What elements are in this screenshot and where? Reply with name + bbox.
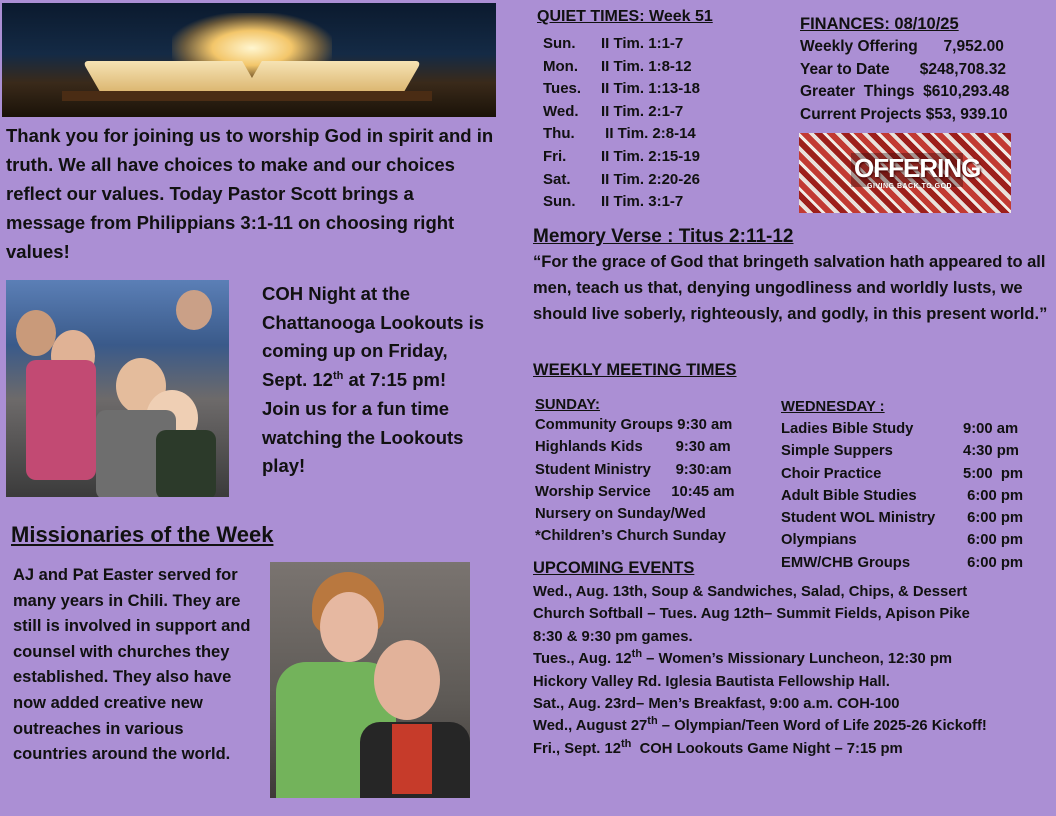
event-item: Church Softball – Tues. Aug 12th– Summit Fields, Apison Pike 8:30 & 9:30 pm games. bbox=[533, 606, 970, 645]
event-text-sup: th bbox=[631, 648, 643, 661]
event-text: – Olympian/Teen Word of Life 2025-26 Kickoff! bbox=[657, 718, 987, 735]
scripture-ref: II Tim. 1:8-12 bbox=[601, 57, 692, 75]
wednesday-row bbox=[781, 510, 1023, 532]
event-item bbox=[533, 738, 1003, 760]
finance-row: Greater Things $610,293.48 bbox=[800, 83, 1010, 101]
day-label: Fri. bbox=[543, 147, 567, 165]
event-text: Wed., August 27 bbox=[533, 718, 648, 735]
meeting-name: Olympians bbox=[781, 532, 857, 549]
day-label: Sun. bbox=[543, 193, 576, 211]
sunday-row: Highlands Kids 9:30 am bbox=[535, 439, 731, 456]
meeting-time: 6:00 pm bbox=[963, 554, 1024, 571]
event-text-sup: th bbox=[621, 737, 632, 750]
scripture-ref: II Tim. 2:1-7 bbox=[601, 102, 684, 120]
event-text: Tues., Aug. 12 bbox=[533, 651, 632, 668]
event-text-sup: th bbox=[647, 715, 658, 728]
event-text: Fri., Sept. 12 bbox=[533, 740, 621, 757]
wednesday-header: WEDNESDAY : bbox=[781, 399, 885, 415]
finances-list bbox=[800, 38, 1009, 128]
meeting-time: 9:00 am bbox=[963, 421, 1019, 437]
finance-row: Weekly Offering 7,952.00 bbox=[800, 38, 1004, 55]
quiet-times-row bbox=[543, 148, 700, 171]
missionary-couple-photo bbox=[270, 562, 470, 798]
welcome-message: Thank you for joining us to worship God in spirit and in truth. We all have choices to make and our choices reflect our values. Today Pastor Scott brings a message from Philippians 3:1-11 on choosing right values! bbox=[6, 125, 494, 262]
lookouts-stadium-photo bbox=[6, 280, 229, 497]
day-label: Tues. bbox=[543, 80, 582, 98]
wednesday-row bbox=[781, 532, 1023, 554]
meeting-name: EMW/CHB Groups bbox=[781, 554, 911, 571]
quiet-times-list bbox=[543, 35, 700, 216]
offering-graphic-title: OFFERING bbox=[854, 153, 981, 183]
day-label: Mon. bbox=[543, 57, 578, 75]
wednesday-schedule bbox=[781, 399, 1023, 577]
quiet-times-row bbox=[543, 103, 700, 126]
sunday-row: Community Groups 9:30 am bbox=[535, 417, 733, 433]
event-text: – Women’s Missionary Luncheon, 12:30 pm Hickory Valley Rd. Iglesia Bautista Fellowship Hall. bbox=[533, 651, 953, 690]
wednesday-row bbox=[781, 443, 1023, 465]
quiet-times-row bbox=[543, 58, 700, 81]
scripture-ref: II Tim. 2:15-19 bbox=[601, 147, 700, 165]
meeting-time: 6:00 pm bbox=[963, 510, 1024, 527]
quiet-times-row bbox=[543, 171, 700, 194]
meeting-name: Ladies Bible Study bbox=[781, 421, 914, 437]
open-bible-image bbox=[2, 3, 496, 117]
meeting-name: Simple Suppers bbox=[781, 443, 893, 460]
finance-row: Year to Date $248,708.32 bbox=[800, 60, 1006, 78]
sunday-schedule bbox=[535, 397, 735, 551]
lookouts-night-announcement bbox=[262, 280, 487, 481]
upcoming-events-heading: UPCOMING EVENTS bbox=[533, 559, 695, 577]
offering-graphic-subtitle: GIVING BACK TO GOD bbox=[867, 183, 953, 190]
day-label: Sun. bbox=[543, 35, 576, 52]
missionaries-text: AJ and Pat Easter served for many years in Chili. They are still is involved in support and counsel with churches they established. They also have now added creative new outreaches in various countries around the world. bbox=[13, 566, 251, 764]
lookouts-text-sup: th bbox=[332, 369, 344, 382]
sunday-header: SUNDAY: bbox=[535, 397, 600, 413]
sunday-row: Worship Service 10:45 am bbox=[535, 483, 735, 500]
meeting-time: 5:00 pm bbox=[963, 465, 1024, 482]
meeting-time: 6:00 pm bbox=[963, 532, 1024, 549]
lookouts-text-main: COH Night at the Chattanooga Lookouts is coming up on Friday, Sept. 12 bbox=[262, 283, 484, 391]
scripture-ref: II Tim. 3:1-7 bbox=[601, 193, 684, 211]
quiet-times-row bbox=[543, 35, 700, 58]
quiet-times-row bbox=[543, 80, 700, 103]
scripture-ref: II Tim. 2:20-26 bbox=[601, 170, 700, 188]
offering-graphic bbox=[799, 133, 1011, 213]
scripture-ref: II Tim. 2:8-14 bbox=[601, 125, 696, 143]
finance-row: Current Projects $53, 939.10 bbox=[800, 105, 1008, 123]
lookouts-text-end: at 7:15 pm! Join us for a fun time watching the Lookouts play! bbox=[262, 369, 464, 477]
memory-verse-heading: Memory Verse : Titus 2:11-12 bbox=[533, 226, 794, 247]
missionaries-heading: Missionaries of the Week bbox=[11, 522, 274, 547]
event-item bbox=[533, 648, 1003, 693]
event-item: Wed., Aug. 13th, Soup & Sandwiches, Salad, Chips, & Dessert bbox=[533, 584, 968, 600]
meeting-time: 4:30 pm bbox=[963, 443, 1019, 460]
quiet-times-row bbox=[543, 125, 700, 148]
event-text: COH Lookouts Game Night – 7:15 pm bbox=[631, 740, 903, 757]
wednesday-row bbox=[781, 466, 1023, 488]
wednesday-row bbox=[781, 421, 1023, 443]
sunday-row: *Children’s Church Sunday bbox=[535, 528, 727, 545]
scripture-ref: II Tim. 1:13-18 bbox=[601, 80, 700, 98]
meeting-name: Student WOL Ministry bbox=[781, 510, 936, 527]
event-item bbox=[533, 715, 1003, 737]
day-label: Thu. bbox=[543, 125, 575, 143]
wednesday-row bbox=[781, 488, 1023, 510]
quiet-times-row bbox=[543, 193, 700, 216]
upcoming-events-list bbox=[533, 581, 1003, 760]
sunday-row: Student Ministry 9:30:am bbox=[535, 461, 732, 478]
meeting-time: 6:00 pm bbox=[963, 487, 1024, 504]
sunday-row: Nursery on Sunday/Wed bbox=[535, 506, 706, 523]
day-label: Wed. bbox=[543, 102, 579, 120]
quiet-times-heading: QUIET TIMES: Week 51 bbox=[537, 8, 713, 25]
scripture-ref: II Tim. 1:1-7 bbox=[601, 35, 684, 52]
meeting-name: Adult Bible Studies bbox=[781, 487, 917, 504]
weekly-meeting-times-heading: WEEKLY MEETING TIMES bbox=[533, 361, 737, 379]
meeting-name: Choir Practice bbox=[781, 465, 882, 482]
wednesday-row bbox=[781, 555, 1023, 577]
event-item: Sat., Aug. 23rd– Men’s Breakfast, 9:00 a.m. COH-100 bbox=[533, 696, 900, 713]
finances-heading: FINANCES: 08/10/25 bbox=[800, 15, 959, 33]
day-label: Sat. bbox=[543, 170, 571, 188]
memory-verse-text: “For the grace of God that bringeth salvation hath appeared to all men, teach us that, denying ungodliness and worldly lusts, we should live soberly, righteously, and godly, in this present world.” bbox=[533, 253, 1048, 323]
